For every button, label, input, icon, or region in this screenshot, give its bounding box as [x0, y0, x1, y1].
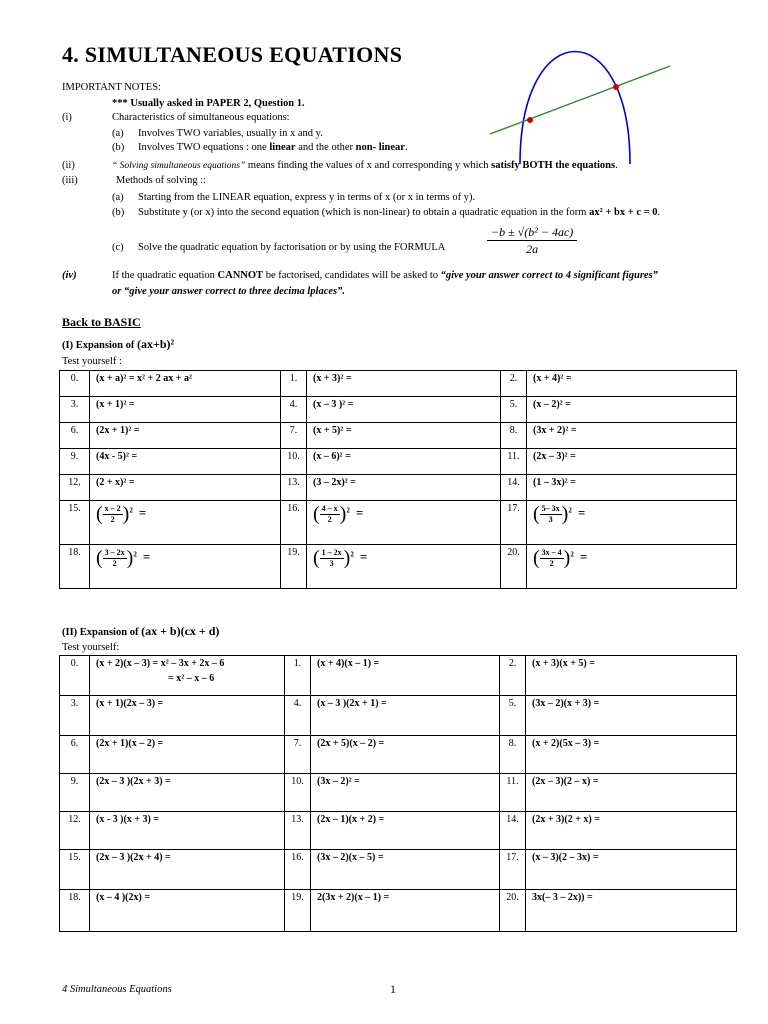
problem-expression: (x + 5)² = — [307, 423, 501, 449]
problem-expression — [90, 656, 285, 696]
section-2-heading: (II) Expansion of (ax + b)(cx + d) — [62, 624, 220, 638]
problem-expression — [526, 812, 737, 850]
problem-number: 6. — [60, 736, 90, 774]
problem-expression — [307, 501, 501, 545]
problem-expression: (3x + 2)² = — [527, 423, 737, 449]
problem-expression: (4x - 5)² = — [90, 449, 281, 475]
expression-line: (x – 4 )(2x) = — [96, 892, 151, 903]
square-exponent: 2 — [350, 550, 354, 559]
problem-expression — [90, 890, 285, 932]
table-expansion-squares — [59, 370, 737, 589]
problem-number: 5. — [500, 696, 526, 736]
table-row — [60, 812, 737, 850]
problem-expression: (2x + 1)² = — [90, 423, 281, 449]
problem-expression — [90, 850, 285, 890]
note-iii-b-label: (b) — [112, 207, 125, 218]
table-expansion-products — [59, 655, 737, 932]
note-iii-a-text: Starting from the LINEAR equation, express y in terms of x (or x in terms of y). — [138, 192, 476, 203]
fraction-numerator: x – 2 — [104, 504, 121, 513]
problem-expression: (x – 2)² = — [527, 397, 737, 423]
equals-sign: = — [138, 504, 147, 520]
problem-expression — [526, 736, 737, 774]
fraction — [103, 504, 123, 525]
problem-number: 9. — [60, 774, 90, 812]
fraction-denominator: 2 — [549, 559, 554, 568]
back-to-basic-heading: Back to BASIC — [62, 315, 141, 329]
close-paren: ) — [343, 547, 351, 569]
fraction — [103, 548, 127, 569]
fraction-numerator: 1 – 2x — [321, 548, 342, 557]
problem-expression: (x + 1)² = — [90, 397, 281, 423]
table-row — [60, 736, 737, 774]
note-i-b-text: Involves TWO equations : one linear and the other non- linear. — [138, 142, 408, 153]
expression-line: (2x – 1)(x + 2) = — [317, 814, 385, 825]
problem-number: 6. — [60, 423, 90, 449]
expression-line: (x - 3 )(x + 3) = — [96, 814, 160, 825]
fraction-denominator: 2 — [112, 559, 117, 568]
problem-number: 2. — [500, 656, 526, 696]
problem-expression: (3 – 2x)² = — [307, 475, 501, 501]
problem-expression: (x + a)² = x² + 2 ax + a² — [90, 371, 281, 397]
problem-number: 8. — [501, 423, 527, 449]
fraction — [320, 504, 340, 525]
problem-expression — [526, 850, 737, 890]
problem-number: 10. — [281, 449, 307, 475]
square-exponent: 2 — [346, 506, 350, 515]
problem-number: 1. — [285, 656, 311, 696]
table-row — [60, 850, 737, 890]
problem-number: 3. — [60, 397, 90, 423]
problem-expression — [527, 545, 737, 589]
expression-line: (x + 4)(x – 1) = — [317, 658, 380, 669]
expression-line: (2x – 3 )(2x + 4) = — [96, 852, 171, 863]
problem-expression — [311, 774, 500, 812]
problem-expression — [90, 545, 281, 589]
expression-line: (3x – 2)(x – 5) = — [317, 852, 384, 863]
expression-line: (3x – 2)(x + 3) = — [532, 698, 600, 709]
section-1-test-label: Test yourself : — [62, 356, 122, 367]
problem-expression — [311, 656, 500, 696]
problem-expression: (2 + x)² = — [90, 475, 281, 501]
problem-expression — [527, 501, 737, 545]
note-iii-c-text: Solve the quadratic equation by factorisation or by using the FORMULA — [138, 242, 446, 253]
fraction-denominator: 3 — [548, 515, 553, 524]
open-paren: ( — [313, 503, 320, 525]
problem-expression: (x – 6)² = — [307, 449, 501, 475]
fraction-denominator: 2 — [327, 515, 332, 524]
problem-number: 19. — [281, 545, 307, 589]
table-row — [60, 501, 737, 545]
problem-number: 14. — [500, 812, 526, 850]
problem-expression — [526, 774, 737, 812]
note-iii-text: Methods of solving :: — [116, 175, 207, 186]
expression-line: 3x(– 3 – 2x)) = — [532, 892, 593, 903]
expression-line: (x + 1)(2x – 3) = — [96, 698, 164, 709]
problem-number: 3. — [60, 696, 90, 736]
fraction-denominator: 3 — [329, 559, 334, 568]
open-paren: ( — [96, 503, 103, 525]
fraction-numerator: 4 – x — [321, 504, 338, 513]
table-row — [60, 696, 737, 736]
table-row — [60, 371, 737, 397]
equals-sign: = — [359, 548, 368, 564]
problem-expression — [311, 696, 500, 736]
problem-expression — [90, 501, 281, 545]
problem-number: 18. — [60, 890, 90, 932]
problem-number: 14. — [501, 475, 527, 501]
note-iii-c-label: (c) — [112, 242, 124, 253]
problem-number: 16. — [285, 850, 311, 890]
expression-line: (3x – 2)² = — [317, 776, 360, 787]
problem-expression — [90, 774, 285, 812]
expression-line: (x + 3)(x + 5) = — [532, 658, 595, 669]
problem-expression — [526, 656, 737, 696]
parabola-curve — [520, 52, 630, 165]
formula-denominator: 2a — [526, 242, 539, 256]
expression-line: (x – 3)(2 – 3x) = — [532, 852, 599, 863]
equals-sign: = — [142, 548, 151, 564]
section-1-heading: (I) Expansion of (ax+b)² — [62, 337, 175, 351]
problem-number: 16. — [281, 501, 307, 545]
problem-expression — [90, 696, 285, 736]
expression-line: (2x + 3)(2 + x) = — [532, 814, 600, 825]
problem-number: 17. — [501, 501, 527, 545]
problem-number: 15. — [60, 501, 90, 545]
expression-line: (2x + 1)(x – 2) = — [96, 738, 164, 749]
table-row — [60, 397, 737, 423]
problem-expression: (x – 3 )² = — [307, 397, 501, 423]
problem-expression — [311, 850, 500, 890]
problem-expression — [311, 812, 500, 850]
open-paren: ( — [313, 547, 320, 569]
problem-number: 5. — [501, 397, 527, 423]
table-row — [60, 475, 737, 501]
intersection-point-2 — [613, 84, 619, 90]
problem-number: 18. — [60, 545, 90, 589]
problem-number: 4. — [285, 696, 311, 736]
fraction-numerator: 5– 3x — [541, 504, 560, 513]
section-2-test-label: Test yourself: — [62, 642, 120, 653]
expression-line: (2x – 3 )(2x + 3) = — [96, 776, 171, 787]
footer-text: 4 Simultaneous Equations — [62, 984, 172, 995]
note-i-a-text: Involves TWO variables, usually in x and y. — [138, 128, 323, 139]
problem-expression — [307, 545, 501, 589]
expression-line: (2x – 3)(2 – x) = — [532, 776, 599, 787]
fraction — [320, 548, 344, 569]
note-ii-label: (ii) — [62, 160, 75, 171]
problem-number: 12. — [60, 475, 90, 501]
equals-sign: = — [577, 504, 586, 520]
note-i-a-label: (a) — [112, 128, 124, 139]
asked-note: *** Usually asked in PAPER 2, Question 1. — [112, 98, 305, 109]
expression-line: (x + 2)(x – 3) = x² – 3x + 2x – 6 — [96, 658, 225, 669]
problem-number: 2. — [501, 371, 527, 397]
equals-sign: = — [355, 504, 364, 520]
table-row — [60, 890, 737, 932]
close-paren: ) — [561, 503, 569, 525]
square-exponent: 2 — [129, 506, 133, 515]
expression-line: (x – 3 )(2x + 1) = — [317, 698, 387, 709]
problem-number: 0. — [60, 371, 90, 397]
note-i-text: Characteristics of simultaneous equations: — [112, 112, 290, 123]
fraction — [540, 504, 562, 525]
close-paren: ) — [122, 503, 130, 525]
problem-number: 12. — [60, 812, 90, 850]
problem-number: 20. — [501, 545, 527, 589]
problem-number: 8. — [500, 736, 526, 774]
problem-number: 0. — [60, 656, 90, 696]
close-paren: ) — [126, 547, 134, 569]
page-number: 1 — [390, 982, 396, 996]
problem-expression — [90, 736, 285, 774]
table-row — [60, 774, 737, 812]
problem-number: 7. — [281, 423, 307, 449]
formula-numerator: −b ± √(b² − 4ac) — [487, 224, 577, 241]
problem-number: 13. — [285, 812, 311, 850]
expression-line: (2x + 5)(x – 2) = — [317, 738, 385, 749]
expression-line-2: = x² – x – 6 — [168, 673, 215, 684]
fraction-denominator: 2 — [110, 515, 115, 524]
problem-expression: (1 – 3x)² = — [527, 475, 737, 501]
intersection-point-1 — [527, 117, 533, 123]
note-ii-text: “ Solving simultaneous equations” means finding the values of x and corresponding y which satisfy BOTH the equations. — [112, 160, 618, 171]
notes-heading: IMPORTANT NOTES: — [62, 82, 161, 93]
problem-number: 1. — [281, 371, 307, 397]
square-exponent: 2 — [568, 506, 572, 515]
problem-number: 13. — [281, 475, 307, 501]
note-iii-label: (iii) — [62, 175, 78, 186]
problem-expression — [311, 890, 500, 932]
note-iv-label: (iv) — [62, 270, 77, 281]
table-row — [60, 545, 737, 589]
expression-line: 2(3x + 2)(x – 1) = — [317, 892, 390, 903]
problem-number: 15. — [60, 850, 90, 890]
problem-number: 11. — [501, 449, 527, 475]
open-paren: ( — [96, 547, 103, 569]
fraction-numerator: 3 – 2x — [104, 548, 125, 557]
table-row — [60, 449, 737, 475]
problem-expression — [526, 696, 737, 736]
note-iv-text: If the quadratic equation CANNOT be factorised, candidates will be asked to “give your answer correct to 4 significant figures” — [112, 270, 658, 281]
fraction-numerator: 3x – 4 — [541, 548, 562, 557]
problem-number: 19. — [285, 890, 311, 932]
page-title: 4. SIMULTANEOUS EQUATIONS — [62, 42, 403, 67]
equals-sign: = — [579, 548, 588, 564]
problem-expression: (x + 3)² = — [307, 371, 501, 397]
square-exponent: 2 — [133, 550, 137, 559]
problem-expression — [526, 890, 737, 932]
problem-number: 10. — [285, 774, 311, 812]
problem-number: 11. — [500, 774, 526, 812]
note-i-b-label: (b) — [112, 142, 125, 153]
note-iii-a-label: (a) — [112, 192, 124, 203]
parabola-line-diagram — [480, 34, 680, 164]
table-row — [60, 423, 737, 449]
problem-number: 4. — [281, 397, 307, 423]
close-paren: ) — [563, 547, 571, 569]
close-paren: ) — [339, 503, 347, 525]
problem-expression — [90, 812, 285, 850]
straight-line — [490, 66, 670, 134]
problem-expression — [311, 736, 500, 774]
problem-number: 9. — [60, 449, 90, 475]
problem-number: 17. — [500, 850, 526, 890]
table-row — [60, 656, 737, 696]
note-iv-line2: or “give your answer correct to three decima lplaces”. — [112, 286, 346, 297]
open-paren: ( — [533, 503, 540, 525]
problem-expression: (2x – 3)² = — [527, 449, 737, 475]
note-i-label: (i) — [62, 112, 72, 123]
problem-expression: (x + 4)² = — [527, 371, 737, 397]
square-exponent: 2 — [570, 550, 574, 559]
fraction — [540, 548, 564, 569]
problem-number: 20. — [500, 890, 526, 932]
quadratic-formula — [487, 224, 577, 257]
expression-line: (x + 2)(5x – 3) = — [532, 738, 600, 749]
note-iii-b-text: Substitute y (or x) into the second equation (which is non-linear) to obtain a quadratic equation in the form ax² + bx + c = 0. — [138, 207, 661, 218]
open-paren: ( — [533, 547, 540, 569]
problem-number: 7. — [285, 736, 311, 774]
